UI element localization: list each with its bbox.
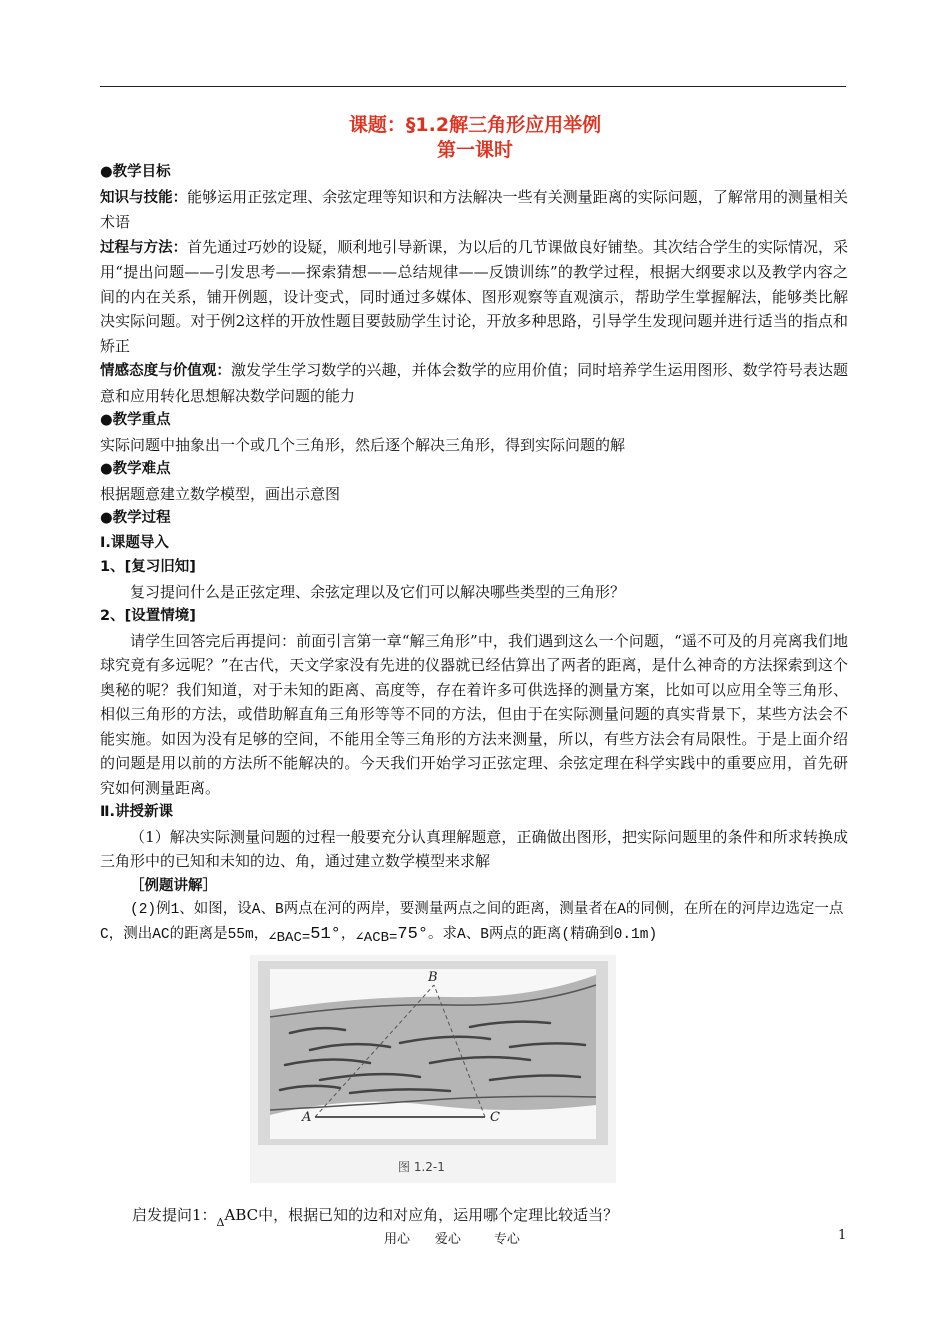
river-figure <box>250 955 616 1183</box>
angle-acb-label: ∠ACB= <box>355 929 398 946</box>
angle-bac-label: ∠BAC= <box>268 929 311 946</box>
header-rule <box>100 86 846 87</box>
knowledge-text: 能够运用正弦定理、余弦定理等知识和方法解决一些有关测量距离的实际问题，了解常用的测量相关术语 <box>100 187 848 231</box>
process-label: 过程与方法： <box>100 239 188 256</box>
hint-text: ABC中，根据已知的边和对应角，运用哪个定理比较适当？ <box>224 1206 619 1224</box>
figure-caption: 图 1.2-1 <box>398 1160 445 1174</box>
angle-bac-value: 51° <box>310 924 341 944</box>
point-c-label: C <box>490 1110 500 1125</box>
review-text: 复习提问什么是正弦定理、余弦定理以及它们可以解决哪些类型的三角形？ <box>130 582 626 601</box>
page-number: 1 <box>838 1228 847 1243</box>
hint-prefix: 启发提问1： <box>132 1206 217 1224</box>
scene-text: 请学生回答完后再提问：前面引言第一章“解三角形”中，我们遇到这么一个问题，“遥不可及的月亮离我们地球究竟有多远呢？”在古代，天文学家没有先进的仪器就已经估算出了两者的距离，是什么神奇的方法探索到这个奥秘的呢？我们知道，对于未知的距离、高度等，存在着许多可供选择的测量方案，比如可以应用全等三角形、相似三角形的方法，或借助解直角三角形等等不同的方法，但由于在实际测量问题的真实背景下，某些方法会不能实施。如因为没有足够的空间，不能用全等三角形的方法来测量，所以，有些方法会有局限性。于是上面介绍的问题是用以前的方法所不能解决的。今天我们开始学习正弦定理、余弦定理在科学实践中的重要应用，首先研究如何测量距离。 <box>100 631 848 797</box>
example-part1: (2)例1、如图，设A、B两点在河的两岸，要测量两点之间的距离，测量者在A的同侧，在所在的河岸边选定一点C，测出AC的距离是55m， <box>100 902 844 943</box>
example-heading: ［例题讲解］ <box>130 877 217 894</box>
footer-word-3: 专心 <box>493 1232 520 1247</box>
key-heading: ●教学重点 <box>100 412 171 428</box>
page-subtitle: 第一课时 <box>436 139 513 161</box>
attitude-paragraph <box>100 358 848 408</box>
triangle-symbol: Δ <box>216 1216 225 1229</box>
document-body <box>100 160 848 947</box>
part2-text: （1）解决实际测量问题的过程一般要充分认真理解题意，正确做出图形，把实际问题里的条件和所求转换成三角形中的已知和未知的边、角，通过建立数学模型来求解 <box>100 827 848 870</box>
page-title: 课题：§1.2解三角形应用举例 <box>348 114 602 136</box>
difficulty-text: 根据题意建立数学模型，画出示意图 <box>100 484 341 503</box>
example-part2: 。求A、B两点的距离(精确到0.1m) <box>428 926 658 943</box>
knowledge-paragraph <box>100 185 848 235</box>
goals-heading: ●教学目标 <box>100 164 171 180</box>
process-text: 首先通过巧妙的设疑，顺利地引导新课，为以后的几节课做良好铺垫。其次结合学生的实际情况，采用“提出问题——引发思考——探索猜想——总结规律——反馈训练”的教学过程，根据大纲要求以及教学内容之间的内在关系，铺开例题，设计变式，同时通过多媒体、图形观察等直观演示，帮助学生掌握解法，能够类比解决实际问题。对于例2这样的开放性题目要鼓励学生讨论，开放多种思路，引导学生发现问题并进行适当的指点和矫正 <box>100 237 848 355</box>
footer-motto <box>384 1228 520 1247</box>
point-a-label: A <box>302 1110 312 1125</box>
footer-word-2: 爱心 <box>434 1232 461 1247</box>
attitude-text: 激发学生学习数学的兴趣，并体会数学的应用价值；同时培养学生运用图形、数学符号表达题意和应用转化思想解决数学问题的能力 <box>100 361 849 405</box>
attitude-label: 情感态度与价值观： <box>100 363 231 379</box>
part2-heading: Ⅱ.讲授新课 <box>100 804 174 820</box>
example-separator: ， <box>340 926 356 943</box>
scene-heading: 2、[设置情境] <box>100 608 196 624</box>
part1-heading: Ⅰ.课题导入 <box>100 534 169 551</box>
hint-question <box>132 1204 619 1229</box>
process-paragraph <box>100 235 848 359</box>
difficulty-heading: ●教学难点 <box>100 461 171 477</box>
process-heading: ●教学过程 <box>100 510 171 526</box>
example-paragraph <box>100 898 848 947</box>
key-text: 实际问题中抽象出一个或几个三角形，然后逐个解决三角形，得到实际问题的解 <box>100 435 626 454</box>
review-heading: 1、[复习旧知] <box>100 559 196 575</box>
knowledge-label: 知识与技能： <box>100 189 188 206</box>
point-b-label: B <box>428 970 438 985</box>
angle-acb-value: 75° <box>397 924 429 944</box>
footer-word-1: 用心 <box>384 1232 411 1247</box>
